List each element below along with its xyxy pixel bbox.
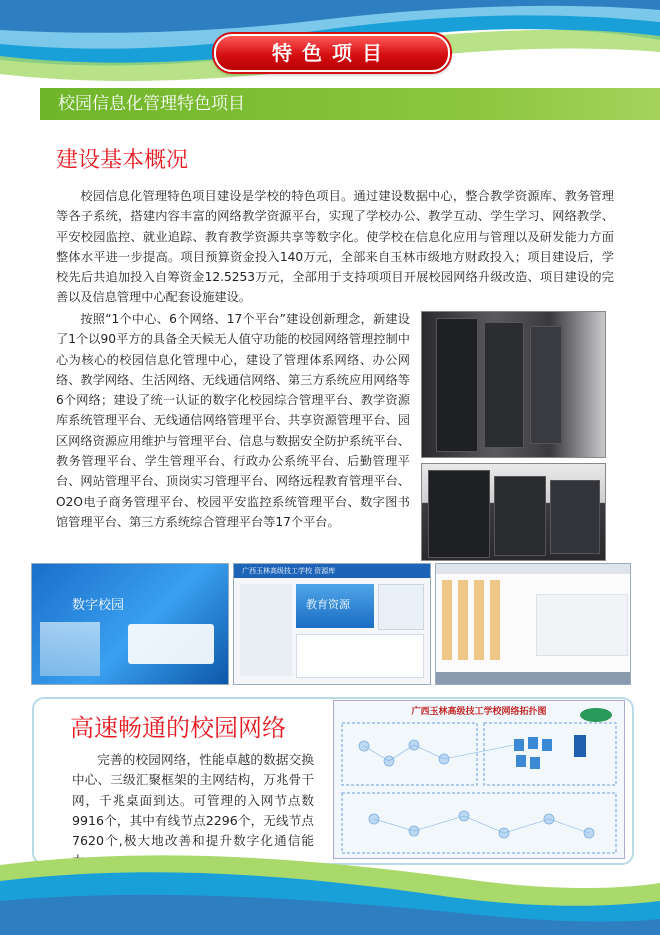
overview-paragraph-1: 校园信息化管理特色项目建设是学校的特色项目。通过建设数据中心，整合教学资源库、教务管理等各子系统，搭建内容丰富的网络教学资源平台，实现了学校办公、教学互动、学生学习、网络教学、平安校园监控、就业追踪、教育教学资源共享等数字化。使学校在信息化应用与管理以及研发能力方面整体水平进一步提高。项目预算资金投入140万元，全部来自玉林市级地方财政投入；项目建设后，学校先后共追加投入自筹资金12.5253万元，全部用于支持项项目开展校园网络升级改造、项目建设的完善以及信息管理中心配套设施建设。 bbox=[56, 189, 614, 305]
digital-campus-login-screenshot bbox=[31, 563, 229, 685]
project-banner bbox=[40, 88, 660, 120]
section-network-title: 高速畅通的校园网络 bbox=[70, 714, 286, 742]
resource-library-screenshot bbox=[233, 563, 431, 685]
resource-library-header: 广西玉林高级技工学校 资源库 bbox=[242, 567, 336, 575]
bottom-wave-decoration bbox=[0, 815, 660, 935]
overview-paragraph-2: 按照“1个中心、6个网络、17个平台”建设创新理念，新建设了1个以90平方的具备全天候无人值守功能的校园网络管理控制中心为核心的校园信息化管理中心，建设了管理体系网络、办公网络、教学网络、生活网络、无线通信网络、第三方系统应用网络等6个网络；建设了统一认证的数字化校园综合管理平台、教学资源库系统管理平台、无线通信网络管理平台、共享资源管理平台、园区网络资源应用维护与管理平台、信息与数据安全防护系统平台、教务管理平台、学生管理平台、行政办公系统平台、后勤管理平台、网站管理平台、顶岗实习管理平台、网络远程教育管理平台、O2O电子商务管理平台、校园平安监控系统管理平台、数字图书馆管理平台、第三方系统综合管理平台等17个平台。 bbox=[56, 312, 410, 529]
page-title: 特色项目 bbox=[214, 34, 450, 72]
resource-library-banner: 教育资源 bbox=[306, 598, 350, 611]
server-racks-photo bbox=[421, 463, 606, 561]
digital-campus-label: 数字校园 bbox=[72, 598, 125, 613]
project-banner-title: 校园信息化管理特色项目 bbox=[58, 94, 245, 114]
topology-diagram-title: 广西玉林高级技工学校网络拓扑图 bbox=[411, 707, 547, 717]
admin-panel-screenshot bbox=[435, 563, 631, 685]
server-room-photo bbox=[421, 311, 606, 458]
section-overview-title: 建设基本概况 bbox=[56, 148, 189, 173]
network-paragraph: 完善的校园网络，性能卓越的数据交换中心、三级汇聚框架的主网结构，万兆骨干网，千兆桌面到达。可管理的入网节点数9916个，其中有线节点2296个，无线节点7620个,极大地改善和提升数字化通信能 bbox=[72, 752, 314, 849]
